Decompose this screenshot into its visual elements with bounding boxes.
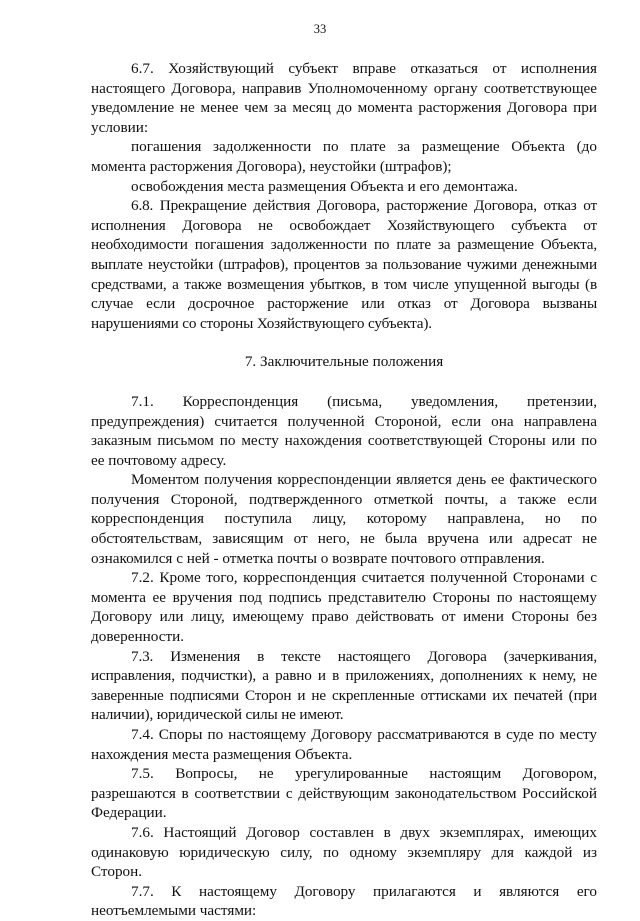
paragraph-6-7-condition-2: освобождения места размещения Объекта и его демонтажа. [131,177,518,195]
paragraph-6-7: 6.7. Хозяйствующий субъект вправе отказаться от исполнения настоящего Договора, направив Уполномоченному органу соответствующее уведомление не менее чем за месяц до момента расторжения Договора при условии: [91,60,597,136]
paragraph-7-7: 7.7. К настоящему Договору прилагаются и являются его неотъемлемыми частями: [91,882,597,920]
paragraph-7-2: 7.2. Кроме того, корреспонденция считается полученной Сторонами с момента ее вручения под подпись представителю Стороны по настоящему Договору или лицу, имеющему право действовать от имени Стороны без доверенности. [91,569,597,646]
section-heading: 7. Заключительные положения [244,353,444,371]
paragraph-7-4: 7.4. Споры по настоящему Договору рассматриваются в суде по месту нахождения места размещения Объекта. [91,726,597,763]
paragraph-7-3: 7.3. Изменения в тексте настоящего Договора (зачеркивания, исправления, подчистки), а равно и в приложениях, дополнениях к нему, не заверенные подписями Сторон и не скрепленные оттисками их печатей (при наличии), юридической силы не имеют. [91,647,597,724]
page-number: 33 [313,22,327,36]
document-body [91,59,597,921]
paragraph-7-6: 7.6. Настоящий Договор составлен в двух экземплярах, имеющих одинаковую юридическую силу, по одному экземпляру для каждой из Сторон. [91,823,597,881]
paragraph-7-1: 7.1. Корреспонденция (письма, уведомления, претензии, предупреждения) считается полученной Стороной, если она направлена заказным письмом по месту нахождения соответствующей Стороны или по ее почтовому адресу. [91,392,597,469]
paragraph-7-1-receipt: Моментом получения корреспонденции является день ее фактического получения Стороной, подтвержденного отметкой почты, а также если корреспонденция поступила лицу, которому направлена, но по обстоятельствам, зависящим от него, не была вручена или адресат не ознакомился с ней - отметка почты о возврате почтового отправления. [91,471,597,567]
paragraph-6-7-condition-1: погашения задолженности по плате за размещение Объекта (до момента расторжения Договора), неустойки (штрафов); [91,138,597,175]
paragraph-7-5: 7.5. Вопросы, не урегулированные настоящим Договором, разрешаются в соответствии с действующим законодательством Российской Федерации. [91,765,597,822]
paragraph-6-8: 6.8. Прекращение действия Договора, расторжение Договора, отказ от исполнения Договора не освобождает Хозяйствующего субъекта от необходимости погашения задолженности по плате за размещение Объекта, выплате неустойки (штрафов), процентов за пользование чужими денежными средствами, а также возмещения убытков, в том числе упущенной выгоды (в случае если досрочное расторжение или отказ от Договора вызваны нарушениями со стороны Хозяйствующего субъекта). [91,197,597,332]
